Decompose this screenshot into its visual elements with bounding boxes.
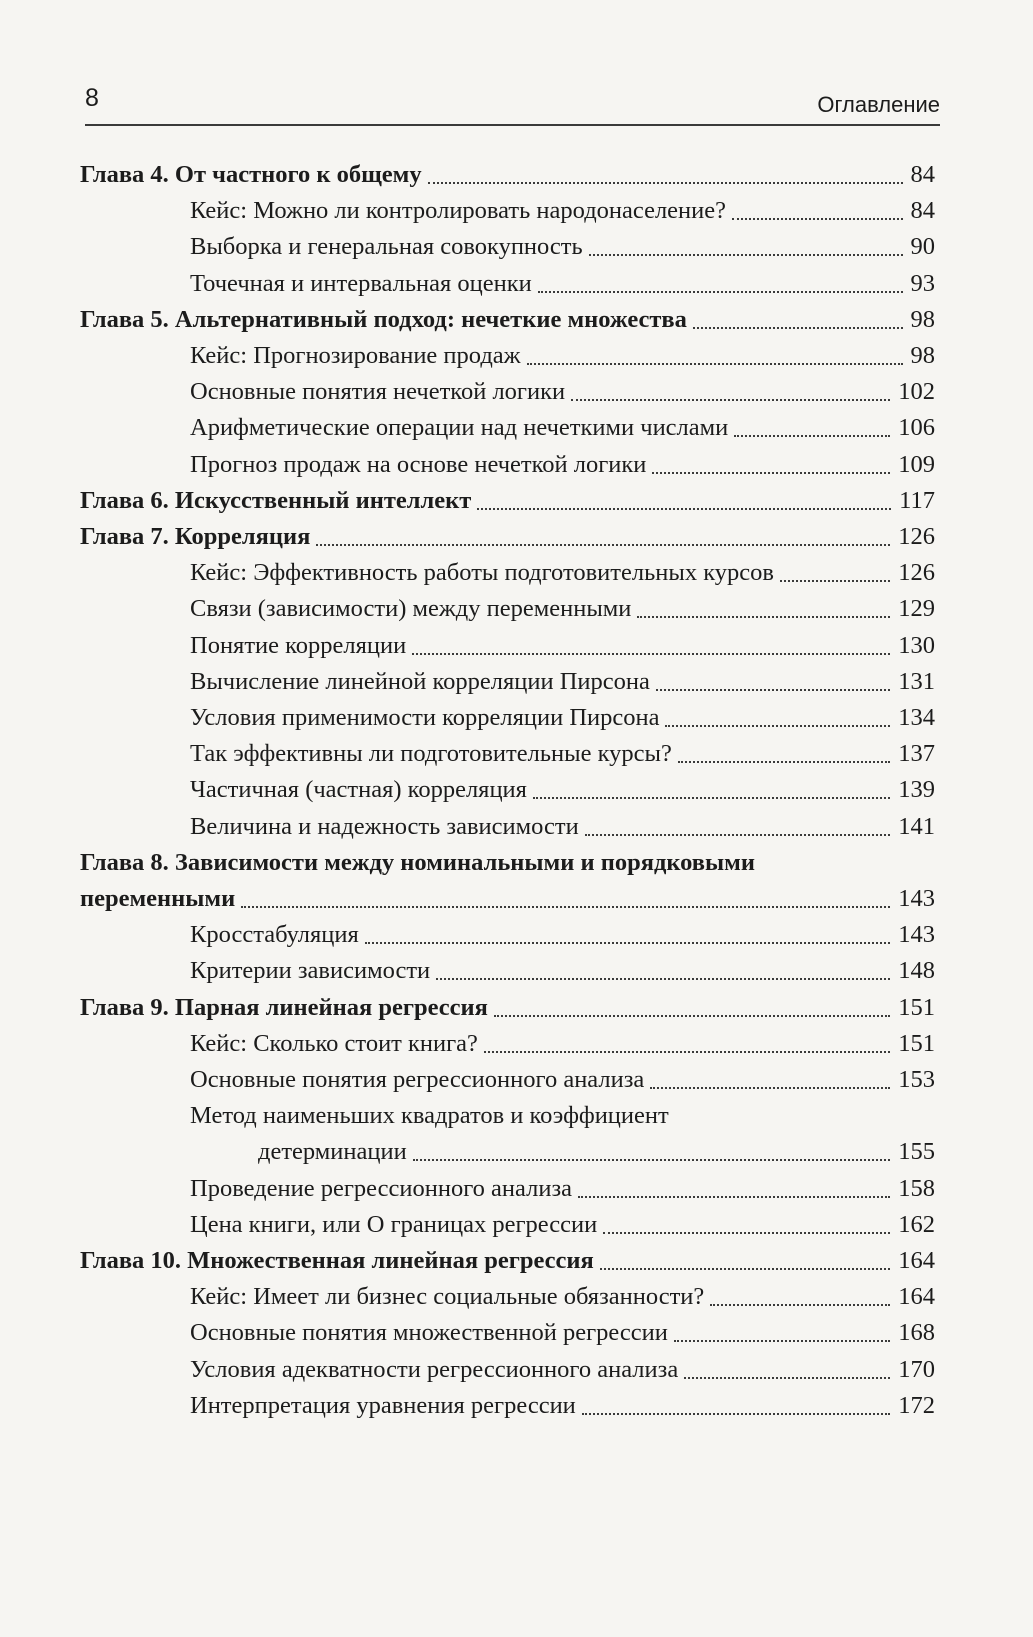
toc-section-entry [190, 230, 935, 264]
page-reference: 137 [898, 740, 935, 768]
section-title: Выборка и генеральная совокупность [190, 233, 583, 261]
toc-chapter-entry [80, 520, 935, 554]
toc-chapter-entry [80, 882, 935, 916]
dot-leader [436, 977, 890, 980]
toc-section-entry [190, 810, 935, 844]
toc-chapter-entry [80, 303, 935, 337]
section-title: Связи (зависимости) между переменными [190, 595, 632, 623]
toc-section-entry [190, 339, 935, 373]
section-title: Кейс: Можно ли контролировать народонаселение? [190, 197, 727, 225]
toc-chapter-entry [80, 158, 935, 192]
dot-leader [589, 253, 903, 256]
toc-chapter-entry [80, 1244, 935, 1278]
page-reference: 98 [910, 342, 935, 369]
page-reference: 84 [910, 197, 935, 225]
page-reference: 141 [898, 812, 935, 840]
running-title: Оглавление [817, 92, 940, 117]
dot-leader [780, 579, 890, 582]
dot-leader [652, 471, 890, 474]
toc-section-entry [190, 1208, 935, 1242]
section-title: Основные понятия множественной регрессии [190, 1319, 668, 1347]
dot-leader [582, 1412, 890, 1415]
page-reference: 129 [898, 595, 935, 623]
dot-leader [365, 941, 890, 944]
toc-section-entry [190, 954, 935, 988]
dot-leader [732, 217, 902, 220]
section-title: Метод наименьших квадратов и коэффициент [190, 1102, 669, 1130]
page-reference: 106 [898, 414, 935, 442]
page-reference: 164 [898, 1247, 935, 1274]
dot-leader [494, 1014, 890, 1017]
section-title: Прогноз продаж на основе нечеткой логики [190, 450, 647, 478]
page-reference: 84 [910, 161, 935, 188]
toc-section-entry [190, 1280, 935, 1314]
chapter-title: переменными [80, 885, 236, 912]
toc-chapter-entry [80, 991, 935, 1025]
page-reference: 155 [898, 1138, 935, 1166]
section-title: Вычисление линейной корреляции Пирсона [190, 667, 650, 695]
page-reference: 134 [898, 704, 935, 731]
dot-leader [710, 1303, 890, 1306]
dot-leader [603, 1231, 890, 1234]
chapter-title: Глава 10. Множественная линейная регрессия [80, 1247, 594, 1274]
page-reference: 143 [898, 921, 935, 949]
section-title: Кейс: Сколько стоит книга? [190, 1029, 478, 1057]
chapter-title: Глава 6. Искусственный интеллект [80, 486, 472, 514]
dot-leader [585, 833, 891, 836]
section-title: Кейс: Имеет ли бизнес социальные обязанности? [190, 1283, 705, 1311]
dot-leader [538, 290, 903, 293]
page-reference: 109 [898, 450, 935, 478]
dot-leader [527, 362, 903, 365]
toc-section-entry [190, 665, 935, 699]
page-reference: 170 [898, 1355, 935, 1383]
toc-section-entry [190, 1063, 935, 1097]
toc-section-entry [190, 629, 935, 663]
chapter-title: Глава 9. Парная линейная регрессия [80, 993, 488, 1021]
chapter-title: Глава 8. Зависимости между номинальными и порядковыми [80, 848, 755, 876]
dot-leader [316, 543, 890, 546]
dot-leader [656, 688, 890, 691]
page-reference: 98 [910, 305, 935, 333]
chapter-title: Глава 4. От частного к общему [80, 161, 422, 188]
toc-chapter-entry [80, 484, 935, 518]
section-title: Условия адекватности регрессионного анализа [190, 1355, 679, 1383]
page-reference: 117 [899, 486, 935, 514]
page-number: 8 [85, 84, 99, 112]
dot-leader [533, 796, 890, 799]
section-title: Величина и надежность зависимости [190, 812, 579, 840]
toc-section-entry [190, 1316, 935, 1350]
page-reference: 172 [898, 1391, 935, 1419]
toc-section-entry [190, 411, 935, 445]
page-reference: 151 [898, 993, 935, 1021]
dot-leader [578, 1195, 890, 1198]
toc-section-entry [190, 592, 935, 626]
section-title: детерминации [258, 1138, 407, 1166]
page-reference: 158 [898, 1174, 935, 1202]
toc-section-entry [190, 556, 935, 590]
page-reference: 164 [898, 1283, 935, 1311]
page-reference: 139 [898, 776, 935, 804]
section-title: Основные понятия регрессионного анализа [190, 1066, 645, 1093]
dot-leader [734, 434, 890, 437]
dot-leader [600, 1267, 890, 1270]
toc-section-entry [190, 737, 935, 771]
section-title: Кейс: Прогнозирование продаж [190, 342, 521, 369]
dot-leader [674, 1339, 890, 1342]
dot-leader [428, 181, 903, 184]
section-title: Цена книги, или О границах регрессии [190, 1210, 598, 1238]
chapter-title: Глава 7. Корреляция [80, 523, 311, 550]
toc-section-entry [190, 1172, 935, 1206]
dot-leader [477, 507, 891, 510]
section-title: Арифметические операции над нечеткими числами [190, 414, 729, 442]
section-title: Понятие корреляции [190, 631, 407, 659]
page-reference: 102 [898, 378, 935, 406]
dot-leader [678, 760, 890, 763]
page-reference: 153 [898, 1066, 935, 1093]
section-title: Интерпретация уравнения регрессии [190, 1391, 576, 1419]
toc-section-entry [190, 1027, 935, 1061]
page-reference: 126 [898, 559, 935, 587]
dot-leader [484, 1050, 890, 1053]
section-title: Кейс: Эффективность работы подготовительных курсов [190, 559, 774, 587]
toc-section-entry [190, 701, 935, 735]
page-reference: 90 [910, 233, 935, 261]
section-title: Проведение регрессионного анализа [190, 1174, 572, 1202]
section-title: Условия применимости корреляции Пирсона [190, 704, 660, 731]
toc-section-entry [190, 918, 935, 952]
page-reference: 148 [898, 957, 935, 985]
dot-leader [650, 1086, 890, 1089]
section-title: Критерии зависимости [190, 957, 431, 985]
dot-leader [665, 724, 890, 727]
page-reference: 131 [898, 667, 935, 695]
section-title: Так эффективны ли подготовительные курсы? [190, 740, 672, 768]
dot-leader [571, 398, 890, 401]
toc-section-entry [190, 194, 935, 228]
page-reference: 168 [898, 1319, 935, 1347]
dot-leader [412, 652, 890, 655]
dot-leader [413, 1158, 891, 1161]
toc-section-entry [190, 267, 935, 301]
page-header [85, 84, 940, 126]
toc-section-entry [190, 773, 935, 807]
section-title: Основные понятия нечеткой логики [190, 378, 566, 406]
page-reference: 143 [898, 885, 935, 912]
toc-section-entry [190, 1353, 935, 1387]
toc-section-entry [190, 375, 935, 409]
page-reference: 130 [898, 631, 935, 659]
dot-leader [693, 326, 903, 329]
section-title: Кросстабуляция [190, 921, 359, 949]
toc-section-entry [190, 1389, 935, 1423]
chapter-title: Глава 5. Альтернативный подход: нечеткие множества [80, 305, 687, 333]
page-reference: 151 [898, 1029, 935, 1057]
dot-leader [637, 615, 890, 618]
dot-leader [241, 905, 890, 908]
section-title: Частичная (частная) корреляция [190, 776, 527, 804]
page-reference: 93 [910, 269, 935, 297]
page-reference: 126 [898, 523, 935, 550]
page-reference: 162 [898, 1210, 935, 1238]
dot-leader [684, 1376, 890, 1379]
toc-section-entry [190, 448, 935, 482]
section-title: Точечная и интервальная оценки [190, 269, 532, 297]
toc-section-entry [258, 1135, 935, 1169]
